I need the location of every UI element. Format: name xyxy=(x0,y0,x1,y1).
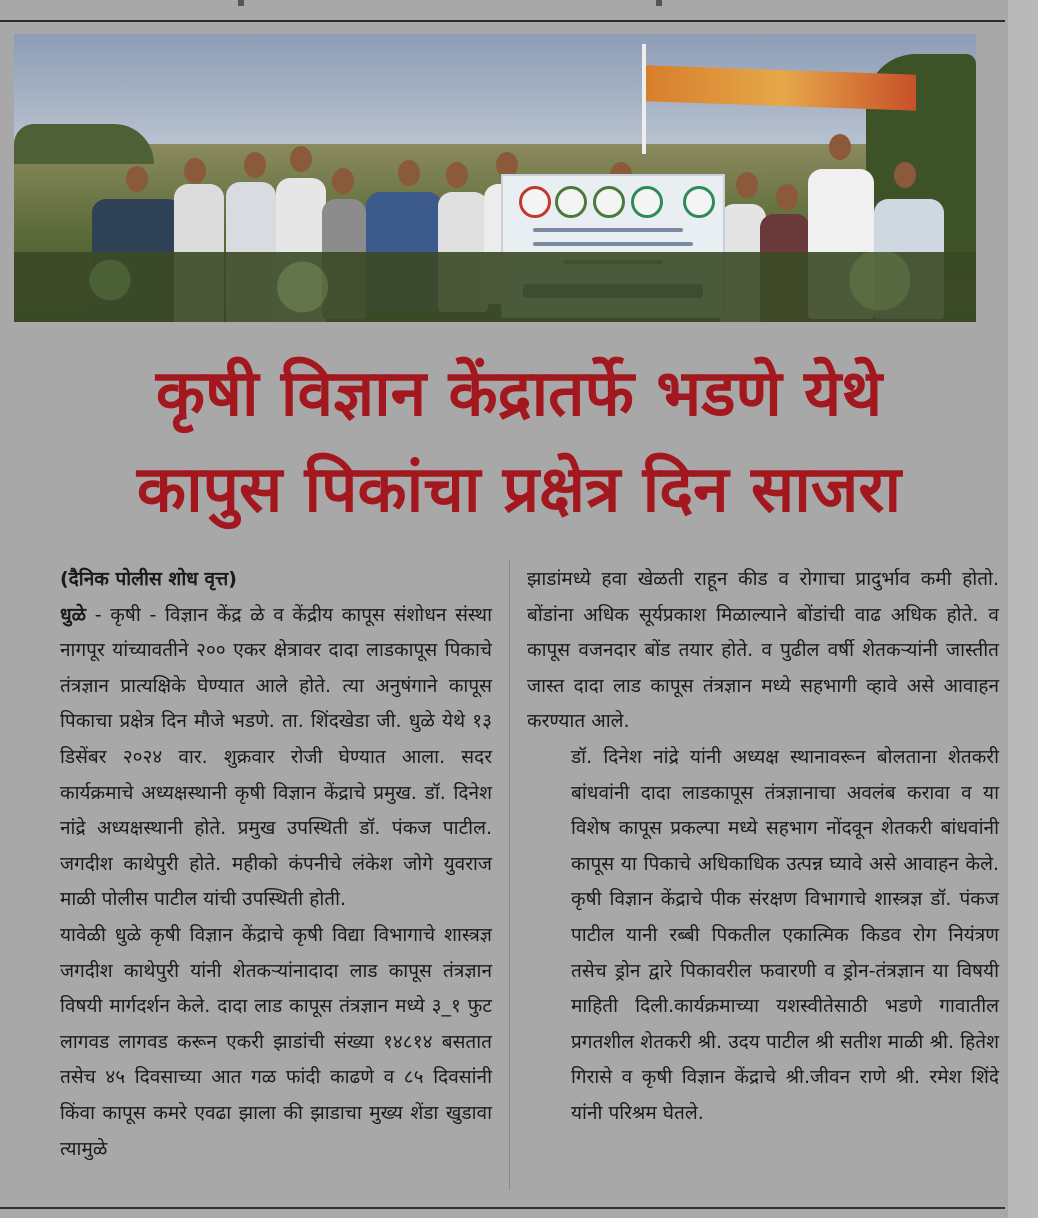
dateline-place: धुळे xyxy=(60,603,87,626)
top-tick xyxy=(656,0,662,6)
bottom-rule xyxy=(0,1207,1005,1209)
byline: (दैनिक पोलीस शोध वृत्त) xyxy=(60,568,237,590)
article-paragraph: डॉ. दिनेश नांद्रे यांनी अध्यक्ष स्थानावरून बोलताना शेतकरी बांधवांनी दादा लाडकापूस तंत्रज्ञानाचा अवलंब करावा व या विशेष कापूस प्रकल्पा मध्ये सहभाग नोंदवून शेतकरी बांधवांनी कापूस या पिकाचे अधिकाधिक उत्पन्न घ्यावे असे आवाहन केले. कृषी विज्ञान केंद्राचे पीक संरक्षण विभागाचे शास्त्रज्ञ डॉ. पंकज पाटील यानी रब्बी पिकतील एकात्मिक किडव रोग नियंत्रण तसेच ड्रोन द्वारे पिकावरील फवारणी व ड्रोन-तंत्रज्ञान या विषयी माहिती दिली.कार्यक्रमाच्या यशस्वीतेसाठी भडणे गावातील प्रगतशील शेतकरी श्री. उदय पाटील श्री सतीश माळी श्री. हितेश गिरासे व कृषी विज्ञान केंद्राचे श्री.जीवन राणे श्री. रमेश शिंदे यांनी परिश्रम घेतले. xyxy=(571,745,999,1124)
headline-line-2: कापुस पिकांचा प्रक्षेत्र दिन साजरा xyxy=(136,453,902,527)
top-rule xyxy=(0,20,1005,22)
column-divider xyxy=(509,560,510,1190)
article-paragraph xyxy=(16,598,492,918)
article-right-column xyxy=(527,562,999,1132)
news-photo xyxy=(14,34,976,322)
top-tick xyxy=(238,0,244,6)
article-paragraph: झाडांमध्ये हवा खेळती राहून कीड व रोगाचा प्रादुर्भाव कमी होतो. बोंडांना अधिक सूर्यप्रकाश मिळाल्याने बोंडांची वाढ अधिक होते. व कापूस वजनदार बोंड तयार होते. व पुढील वर्षी शेतकऱ्यांनी जास्तीत जास्त दादा लाड कापूस तंत्रज्ञान मध्ये सहभागी व्हावे असे आवाहन करण्यात आले. xyxy=(527,568,999,733)
article-left-column xyxy=(16,562,492,1167)
article-paragraph: यावेळी धुळे कृषी विज्ञान केंद्राचे कृषी विद्या विभागाचे शास्त्रज्ञ जगदीश काथेपुरी यांनी शेतकऱ्यांनादादा लाड कापूस तंत्रज्ञान विषयी मार्गदर्शन केले. दादा लाड कापूस तंत्रज्ञान मध्ये ३_१ फुट लागवड लागवड करून एकरी झाडांची संख्या १४८१४ बसतात तसेच ४५ दिवसाच्या आत गळ फांदी काढणे व ८५ दिवसांनी किंवा कापूस कमरे एवढा झाला की झाडाचा मुख्य शेंडा खुडावा त्यामुळे xyxy=(60,923,492,1160)
article-text: - कृषी - विज्ञान केंद्र ळे व केंद्रीय कापूस संशोधन संस्था नागपूर यांच्यावतीने २०० एकर क्षेत्रावर दादा लाडकापूस पिकाचे तंत्रज्ञान प्रात्यक्षिके घेण्यात आले होते. त्या अनुषंगाने कापूस पिकाचा प्रक्षेत्र दिन मौजे भडणे. ता. शिंदखेडा जी. धुळे येथे १३ डिसेंबर २०२४ वार. शुक्रवार रोजी घेण्यात आला. सदर कार्यक्रमाचे अध्यक्षस्थानी कृषी विज्ञान केंद्राचे प्रमुख. डॉ. दिनेश नांद्रे अध्यक्षस्थानी होते. प्रमुख उपस्थिती डॉ. पंकज पाटील. जगदीश काथेपुरी होते. महीको कंपनीचे लंकेश जोगे युवराज माळी पोलीस पाटील यांची उपस्थिती होती. xyxy=(60,603,492,911)
page-edge xyxy=(1008,0,1038,1218)
headline-line-1: कृषी विज्ञान केंद्रातर्फे भडणे येथे xyxy=(155,357,883,431)
